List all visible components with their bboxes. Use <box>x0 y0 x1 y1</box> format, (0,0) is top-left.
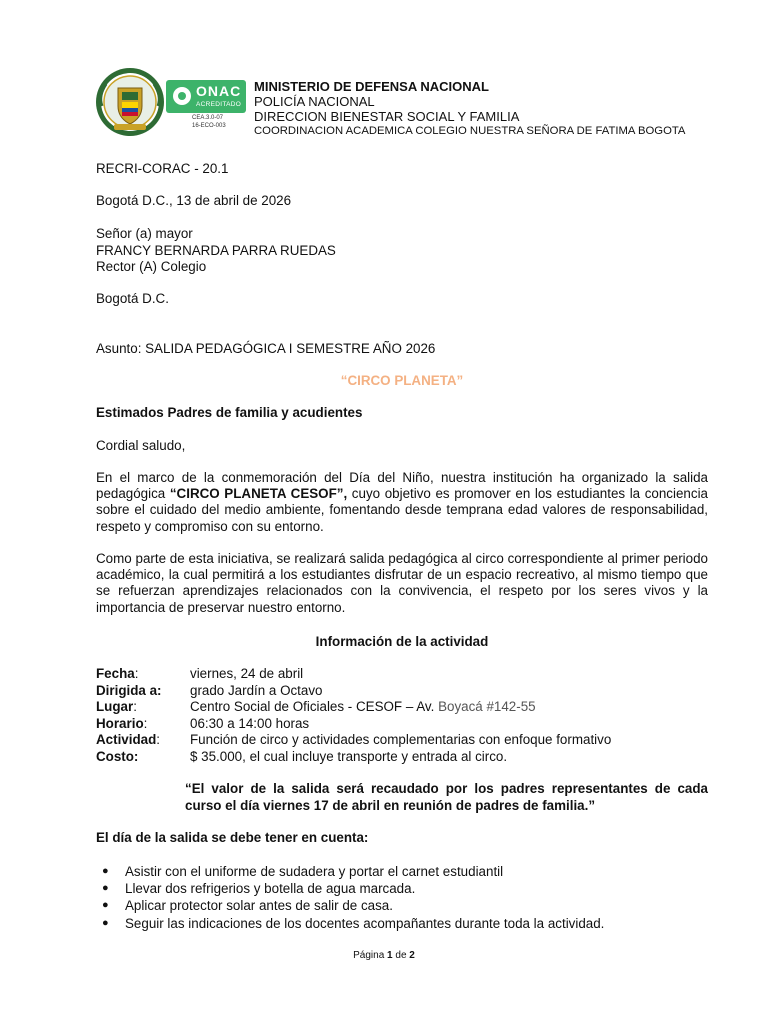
actividad-value: Función de circo y actividades complementarias con enfoque formativo <box>190 732 612 747</box>
paragraph-intro-end: cuyo objetivo es promover en los estudiantes la conciencia sobre el cuidado del medio ambiente, fomentando desde temprana edad valores de responsabilidad, respeto y compromiso con su entorno. <box>96 486 708 534</box>
horario-colon: : <box>143 716 148 731</box>
costo-label: Costo: <box>96 749 139 764</box>
subject-line: Asunto: SALIDA PEDAGÓGICA I SEMESTRE AÑO 2026 <box>96 341 436 356</box>
dirigida-value: grado Jardín a Octavo <box>190 683 323 698</box>
paragraph-initiative: Como parte de esta iniciativa, se realizará salida pedagógica al circo correspondiente al primer periodo académico, la cual permitirá a los estudiantes disfrutar de un espacio recreativo, al mismo tiempo que se refuerzan aprendizajes relacionados con la convivencia, el respeto por los seres vivos y la importancia de preservar nuestro entorno. <box>96 551 708 615</box>
event-title: “CIRCO PLANETA” <box>340 373 464 388</box>
greeting-heading: Estimados Padres de familia y acudientes <box>96 405 363 420</box>
actividad-label <box>96 732 160 747</box>
checklist-item: Aplicar protector solar antes de salir de casa. <box>125 898 393 913</box>
reference-code: RECRI-CORAC - 20.1 <box>96 161 229 176</box>
actividad-label-text: Actividad <box>96 732 157 747</box>
onac-code-2: 16-ECO-003 <box>192 123 226 129</box>
fecha-label-text: Fecha <box>96 666 135 681</box>
onac-code-1: CEA.3.0-07 <box>192 115 224 121</box>
recipient-title: Señor (a) mayor <box>96 226 193 241</box>
page-label: Página <box>353 950 385 961</box>
bullet-icon: ● <box>102 882 109 894</box>
horario-label-text: Horario <box>96 716 144 731</box>
lugar-value-address: Boyacá #142-55 <box>438 699 536 714</box>
greeting: Cordial saludo, <box>96 438 186 453</box>
lugar-colon: : <box>133 699 137 714</box>
page-of: de <box>395 950 407 961</box>
police-seal-logo <box>94 66 166 138</box>
page-total: 2 <box>409 950 415 961</box>
bullet-icon: ● <box>102 917 109 929</box>
costo-value: $ 35.000, el cual incluye transporte y entrada al circo. <box>190 749 508 764</box>
event-name-bold: “CIRCO PLANETA CESOF”, <box>169 486 348 502</box>
recipient-city: Bogotá D.C. <box>96 291 169 306</box>
header-ministry: MINISTERIO DE DEFENSA NACIONAL <box>254 79 489 94</box>
checklist-heading: El día de la salida se debe tener en cuenta: <box>96 830 369 845</box>
onac-circle-icon <box>173 87 191 105</box>
header-police: POLICÍA NACIONAL <box>254 94 375 109</box>
lugar-value <box>190 699 536 714</box>
letter-date: Bogotá D.C., 13 de abril de 2026 <box>96 193 292 208</box>
fecha-value: viernes, 24 de abril <box>190 666 304 681</box>
horario-value: 06:30 a 14:00 horas <box>190 716 310 731</box>
header-direction: DIRECCION BIENESTAR SOCIAL Y FAMILIA <box>254 109 520 124</box>
onac-subtitle: ACREDITADO <box>196 101 242 108</box>
onac-word: ONAC <box>196 83 242 99</box>
horario-label <box>96 716 147 731</box>
onac-accreditation-logo <box>166 80 246 113</box>
paragraph-intro-start: En el marco de la conmemoración del Día del Niño, nuestra institución ha organizado la salida pedagógica <box>96 470 708 502</box>
recipient-role: Rector (A) Colegio <box>96 259 207 274</box>
paragraph-intro <box>96 470 708 535</box>
checklist-item: Llevar dos refrigerios y botella de agua marcada. <box>125 881 416 896</box>
checklist-item: Seguir las indicaciones de los docentes acompañantes durante toda la actividad. <box>125 916 605 931</box>
bullet-icon: ● <box>102 865 109 877</box>
page-number: 1 <box>387 950 393 961</box>
payment-note: “El valor de la salida será recaudado por los padres representantes de cada curso el día viernes 17 de abril en reunión de padres de familia.” <box>185 781 708 813</box>
bullet-icon: ● <box>102 899 109 911</box>
fecha-colon: : <box>134 666 139 681</box>
actividad-colon: : <box>156 732 161 747</box>
page-footer <box>0 950 768 961</box>
lugar-label <box>96 699 137 714</box>
dirigida-label: Dirigida a: <box>96 683 162 698</box>
info-heading: Información de la actividad <box>315 634 489 649</box>
lugar-label-text: Lugar <box>96 699 134 714</box>
checklist-item: Asistir con el uniforme de sudadera y portar el carnet estudiantil <box>125 864 504 879</box>
header-coordination: COORDINACION ACADEMICA COLEGIO NUESTRA SEÑORA DE FATIMA BOGOTA <box>254 125 686 137</box>
fecha-label <box>96 666 138 681</box>
lugar-value-main: Centro Social de Oficiales - CESOF – Av. <box>190 699 439 714</box>
recipient-name: FRANCY BERNARDA PARRA RUEDAS <box>96 243 336 258</box>
